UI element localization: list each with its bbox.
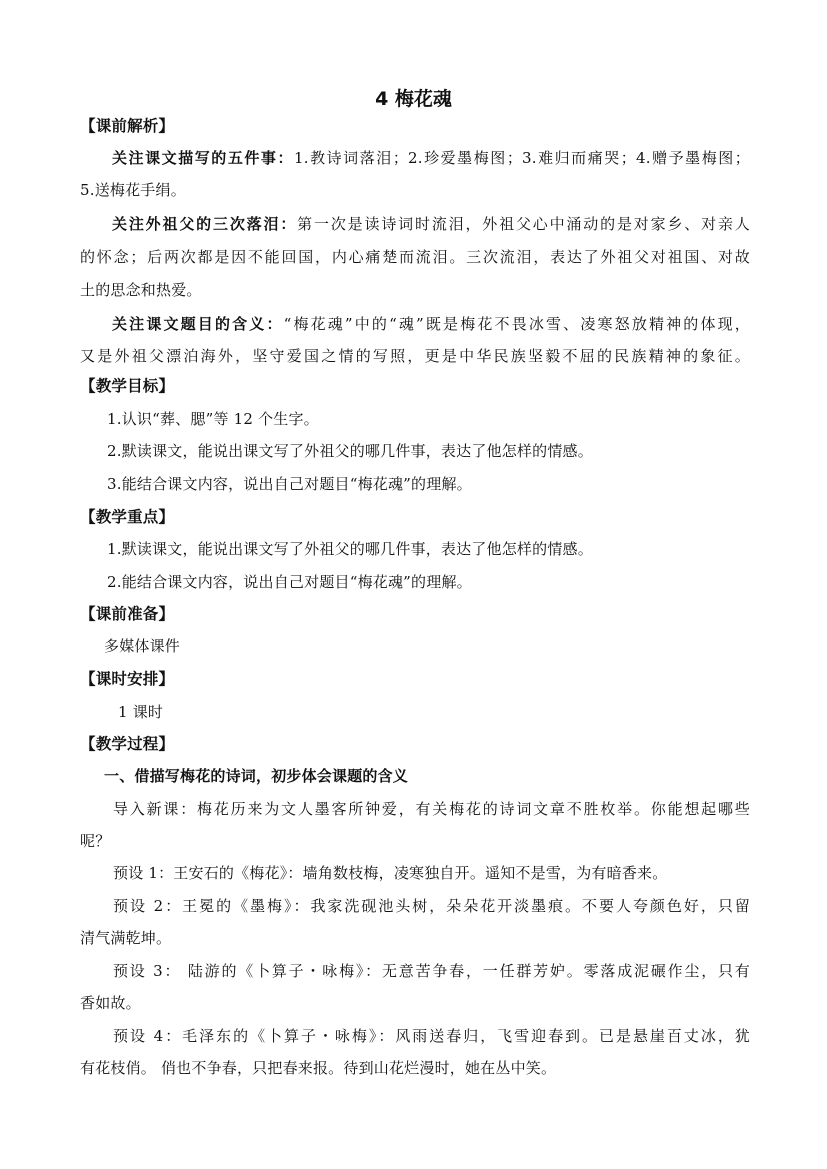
preset-4-line-2: 有花枝俏。 俏也不争春，只把春来报。待到山花烂漫时，她在丛中笑。 xyxy=(80,1059,557,1077)
paragraph-five-events xyxy=(80,142,750,175)
page-title: 4 梅花魂 xyxy=(375,88,452,110)
heading-goals: 【教学目标】 xyxy=(80,377,175,395)
text-five-events-l2: 5.送梅花手绢。 xyxy=(80,181,186,199)
label-five-events: 关注课文描写的五件事： xyxy=(112,149,295,167)
heading-pre-analysis: 【课前解析】 xyxy=(80,117,175,135)
text-title-meaning-l1: “梅花魂”中的“魂”既是梅花不畏冰雪、凌寒怒放精神的体现， xyxy=(283,315,750,333)
paragraph-three-tears xyxy=(80,208,750,241)
text-three-tears-l2: 的怀念；后两次都是因不能回国，内心痛楚而流泪。三次流泪，表达了外祖父对祖国、对故 xyxy=(80,248,750,266)
key-point-item: 1.默读课文，能说出课文写了外祖父的哪几件事，表达了他怎样的情感。 xyxy=(107,540,593,558)
preset-4-line-1: 预设 4：毛泽东的《卜算子・咏梅》：风雨送春归，飞雪迎春到。已是悬崖百丈冰，犹 xyxy=(113,1027,750,1045)
text-five-events-l1: 1.教诗词落泪；2.珍爱墨梅图；3.难归而痛哭；4.赠予墨梅图； xyxy=(294,149,751,167)
preset-3-line-1: 预设 3： 陆游的《卜算子・咏梅》：无意苦争春，一任群芳妒。零落成泥碾作尘，只有 xyxy=(113,962,750,980)
text-title-meaning-l2: 又是外祖父漂泊海外，坚守爱国之情的写照，更是中华民族坚毅不屈的民族精神的象征。 xyxy=(80,347,750,365)
preparation-text: 多媒体课件 xyxy=(104,637,181,655)
schedule-text: 1 课时 xyxy=(118,703,164,721)
key-point-item: 2.能结合课文内容，说出自己对题目“梅花魂”的理解。 xyxy=(107,573,472,591)
heading-key-points: 【教学重点】 xyxy=(80,508,175,526)
preset-1: 预设 1：王安石的《梅花》：墙角数枝梅，凌寒独自开。遥知不是雪，为有暗香来。 xyxy=(113,864,668,882)
intro-line-2: 呢？ xyxy=(80,832,111,850)
intro-line-1: 导入新课：梅花历来为文人墨客所钟爱，有关梅花的诗词文章不胜枚举。你能想起哪些 xyxy=(113,800,750,818)
preset-2-line-2: 清气满乾坤。 xyxy=(80,929,172,947)
label-three-tears: 关注外祖父的三次落泪： xyxy=(112,215,298,233)
heading-process: 【教学过程】 xyxy=(80,735,175,753)
text-three-tears-l3: 土的思念和热爱。 xyxy=(80,281,202,299)
preset-3-line-2: 香如故。 xyxy=(80,994,141,1012)
heading-schedule: 【课时安排】 xyxy=(80,670,175,688)
process-step-1: 一、借描写梅花的诗词，初步体会课题的含义 xyxy=(104,767,409,785)
label-title-meaning: 关注课文题目的含义： xyxy=(112,315,284,333)
heading-preparation: 【课前准备】 xyxy=(80,605,175,623)
goal-item: 2.默读课文，能说出课文写了外祖父的哪几件事，表达了他怎样的情感。 xyxy=(107,442,593,460)
paragraph-title-meaning xyxy=(80,308,750,341)
text-three-tears-l1: 第一次是读诗词时流泪，外祖父心中涌动的是对家乡、对亲人 xyxy=(297,215,750,233)
goal-item: 1.认识“葬、腮”等 12 个生字。 xyxy=(107,410,319,428)
preset-2-line-1: 预设 2：王冕的《墨梅》：我家洗砚池头树，朵朵花开淡墨痕。不要人夸颜色好，只留 xyxy=(113,897,750,915)
goal-item: 3.能结合课文内容，说出自己对题目“梅花魂”的理解。 xyxy=(107,475,472,493)
